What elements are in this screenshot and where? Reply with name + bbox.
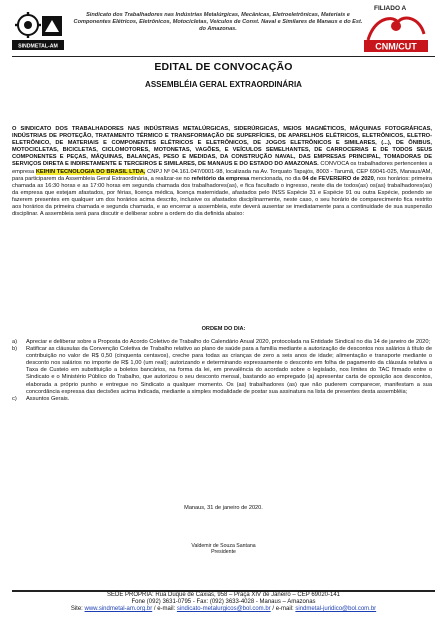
agenda-item-label: b)	[12, 346, 18, 353]
agenda-item	[12, 396, 432, 403]
agenda-item-text: Ratificar as cláusulas da Convenção Coletiva de Trabalho relativo ao plano de saúde para a família mediante a autorização de descontos nos salários à título de contribuição no valor de R$ 0,50 (cinquenta centavos), creche para todas as crianças de zero a seis anos de idade; alimentação e transporte mediante o desconto nos salários no importe de R$ 1,00 (um real); autorizando e determinando expressamente o desconto em folha de pagamento da cláusula relativa a Taxa de Custeio em substituição a boletos bancários, na forma da lei, em prevalência do acordado sobre o legislado, nos limites do TAC firmado entre o Sindicato e o Ministério Público do Trabalho, que autorizou o seu desconto mensal, bastando ao empregado (a) apresentar carta de oposição aos descontos, elaborada a próprio punho e entregue no Sindicato a qualquer momento. Os (as) trabalhadores (as) que não puderem comparecer, manifestam a sua concordância expressa das decisões acima indicada, mediante a simples modalidade de postar sua assinatura na lista de presentes desta assembléia;	[26, 346, 432, 395]
meeting-date: 04 de FEVEREIRO de 2020	[302, 175, 374, 182]
convoca-text-4: , nos horários: primeira chamada as 16:30 horas e as 17:00 horas em segunda chamada dos trabalhadores(as), e fica facultado o ingresso, neste dia de todos(as) os(as) trabalhadores(as) da empresa que estejam afastados, por férias, licença médica, licença maternidade, afastados pelo INSS Espécie 31 e Espécie 91 ou outra Espécie, podendo se fazerem presentes em qualquer um dos horários acima descrito, inclusive os afastados disciplinarmente, neste caso, o seu horário de comparecimento fica restrito aos horários da primeira chamada e segunda chamada, e ao encerrar a assembleia, este deverá ausentar se imediatamente para a continuidade de sua suspensão disciplinar. A assembleia será para discutir e deliberar sobre a ordem do dia definida abaixo:	[12, 175, 432, 218]
footer-contacts: Site: www.sindmetal-am.org.br / e-mail: sindicato-metalurgicos@bol.com.br / e-mail: sindmetal-juridico@bol.com.br	[70, 606, 377, 613]
agenda-item-text: Apreciar e deliberar sobre a Proposta do Acordo Coletivo de Trabalho do Calendário Anual 2020, protocolada na Entidade Sindical no dia 14 de janeiro de 2020;	[26, 339, 431, 345]
agenda-item	[12, 339, 432, 346]
agenda-item	[12, 346, 432, 396]
site-label: Site:	[70, 606, 85, 613]
agenda-item-label: a)	[12, 339, 18, 345]
header-divider	[12, 56, 435, 57]
footer-phone: Fone (092) 3631-0795 - Fax: (092) 3633-4028 - Manaus – Amazonas	[131, 599, 316, 606]
union-full-name: O SINDICATO DOS TRABALHADORES NAS INDÚSTRIAS METALÚRGICAS, SIDERÚRGICAS, MEIOS MAGNÉTICOS, MÁQUINAS FOTOGRÁFICAS, INDÚSTRIAS DE PROTEÇÃO, TRATAMENTO TÉRMICO E TRANSFORMAÇÃO DE SUPERFÍCIES, DE APARELHOS ELÉTRICOS, ELETRÔNICOS, ELETRO-ELETRÔNICO, DE MATERIAIS E COMPONENTES ELÉTRICOS E ELETRÔNICOS, DE JOGOS ELETRÔNICOS E SIMILARES, (...), DE ÔNIBUS, MOTOCICLETAS, BICICLETAS, CICLOMOTORES, MOTONETAS, VAGÕES, E VEÍCULOS SEMELHANTES, DE CARROCERIAS E DE TODOS SEUS COMPONENTES E PEÇAS, MÁQUINAS, BALANÇAS, PESO E MEDIDAS, DA CONSTRUÇÃO NAVAL, DAS EMPRESAS PRINCIPAL, TOMADORAS DE SERVIÇOS DIRETA E INDIRETAMENTE E TERCEIROS E SIMILARES, DE MANAUS E DO ESTADO DO AMAZONAS.	[12, 126, 432, 168]
date-line: Manaus, 31 de janeiro de 2020.	[184, 505, 263, 511]
email-link-2[interactable]: sindmetal-juridico@bol.com.br	[295, 606, 377, 613]
document-subtitle: ASSEMBLÉIA GERAL EXTRAORDINÁRIA	[145, 80, 302, 89]
email-link-1[interactable]: sindicato-metalurgicos@bol.com.br	[176, 606, 271, 613]
convocation-body	[12, 126, 432, 218]
footer	[0, 592, 447, 614]
convoca-text-3: mencionada, no dia	[249, 175, 303, 182]
agenda-item-label: c)	[12, 395, 17, 402]
company-name: KEIHIN TECNOLOGIA DO BRASIL LTDA,	[35, 168, 146, 175]
convoca-text-1: CONVOCA os trabalhadores pertencentes a empresa	[12, 161, 432, 175]
site-link[interactable]: www.sindmetal-am.org.br	[84, 606, 153, 613]
agenda-title: ORDEM DO DIA:	[201, 326, 246, 332]
signer-role: Presidente	[211, 549, 236, 556]
agenda-list	[12, 339, 432, 403]
convoca-text-2: CNPJ Nº 04.161.047/0001-98, localizada na Av. Torquato Tapajós, 8003 - Tarumã, CEP 69041-025, Manaus/AM, para participarem da Assembleia Geral Extraordinária, a realizar-se no	[12, 168, 432, 182]
union-name-header: Sindicato dos Trabalhadores nas Indústrias Metalúrgicas, Mecânicas, Eletroeletrônicas, Materiais e Componentes Elétricos, Eletrônicos, Motocicletas, Veículos de Const. Naval e Similares de Manaus e do Est. do Amazonas.	[73, 12, 363, 32]
email-label: e-mail:	[157, 606, 177, 613]
agenda-item-text: Assuntos Gerais.	[26, 395, 70, 402]
union-logo	[12, 12, 64, 52]
document-title: EDITAL DE CONVOCAÇÃO	[154, 61, 293, 73]
signer-name: Valdemir de Souza Santana	[191, 543, 256, 549]
affiliation-label: FILIADO A	[374, 5, 407, 12]
email-label: e-mail:	[275, 606, 296, 613]
union-logo-text: SINDMETAL-AM	[18, 43, 58, 50]
meeting-place: refeitório da empresa	[191, 175, 250, 182]
cnm-cut-logo	[360, 12, 432, 54]
signature-block	[0, 543, 447, 555]
footer-address: SEDE PRÓPRIA: Rua Duque de Caxias, 958 – Praça XIV de Janeiro – CEP 69020-141	[106, 592, 341, 598]
cnm-cut-logo-text: CNM/CUT	[375, 41, 417, 52]
